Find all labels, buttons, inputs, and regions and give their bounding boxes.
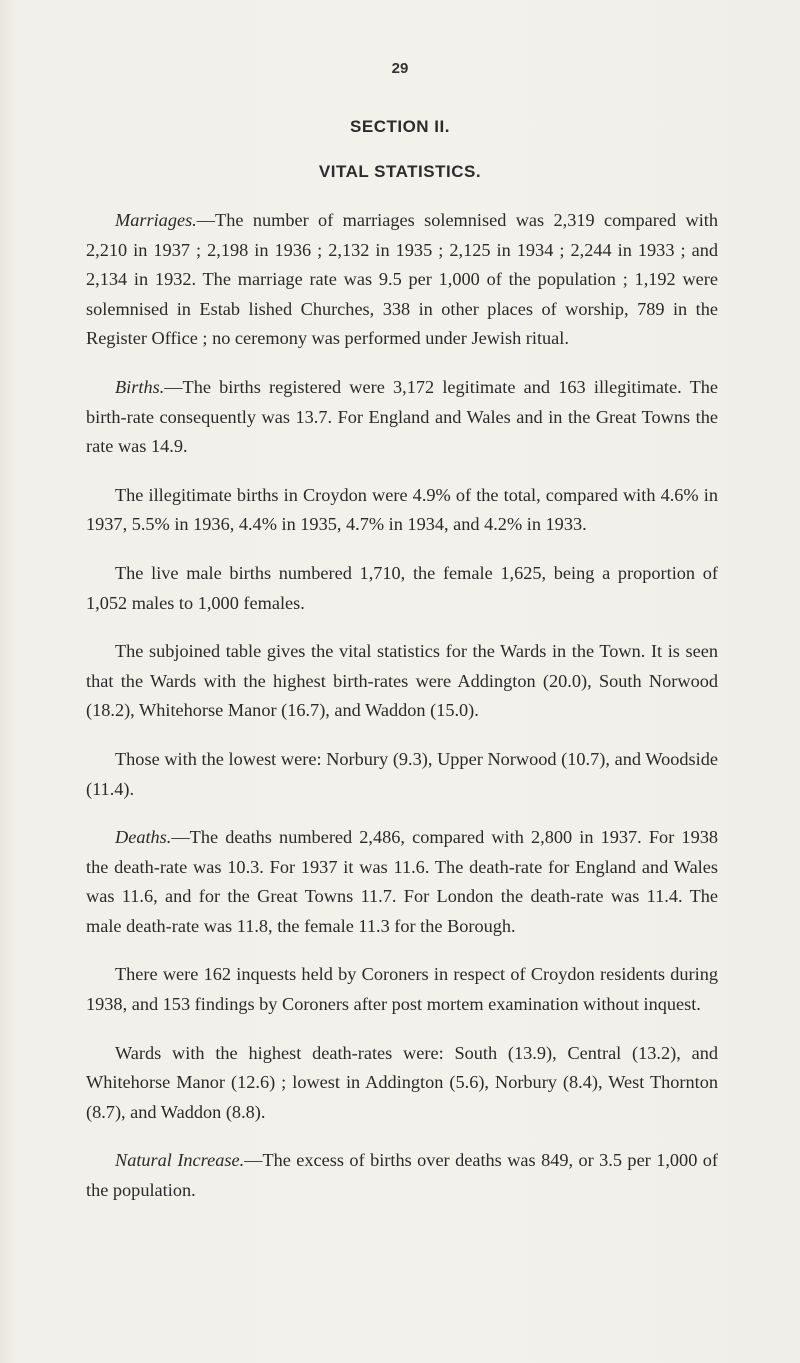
paragraph-heading: Births. bbox=[115, 376, 165, 397]
page-number: 29 bbox=[391, 60, 409, 77]
paragraph-live-births bbox=[86, 559, 718, 618]
paragraph-text: The live male births numbered 1,710, the female 1,625, being a proportion of 1,052 males to 1,000 females. bbox=[86, 562, 718, 613]
paragraph-deaths bbox=[86, 823, 718, 941]
paragraph-heading: Natural Increase. bbox=[115, 1150, 245, 1171]
paragraph-text: The subjoined table gives the vital statistics for the Wards in the Town. It is seen that the Wards with the highest birth-rates were Addington (20.0), South Norwood (18.2), Whitehorse Manor (16.7), and Waddon (15.0). bbox=[86, 641, 718, 721]
body-text bbox=[86, 206, 718, 1206]
paragraph-illegitimate-births bbox=[86, 481, 718, 540]
section-title: SECTION II. bbox=[350, 117, 450, 136]
paragraph-lowest-birth-rates bbox=[86, 745, 718, 804]
paragraph-heading: Deaths. bbox=[115, 827, 172, 848]
paragraph-inquests bbox=[86, 960, 718, 1019]
paragraph-text: —The number of marriages solemnised was 2,319 compared with 2,210 in 1937 ; 2,198 in 1936 ; 2,132 in 1935 ; 2,125 in 1934 ; 2,244 in 1933 ; and 2,134 in 1932. The marriage rate was 9.5 per 1,000 of the population ; 1,192 were solemnised in Estab lished Churches, 338 in other places of worship, 789 in the Register Office ; no ceremony was performed under Jewish ritual. bbox=[86, 210, 718, 349]
paragraph-text: —The excess of births over deaths was 849, or 3.5 per 1,000 of the population. bbox=[86, 1150, 718, 1201]
paragraph-natural-increase bbox=[86, 1146, 718, 1205]
paragraph-births bbox=[86, 373, 718, 462]
paragraph-text: —The births registered were 3,172 legitimate and 163 illegitimate. The birth-rate consequently was 13.7. For England and Wales and in the Great Towns the rate was 14.9. bbox=[86, 376, 718, 457]
paragraph-ward-birth-rates bbox=[86, 637, 718, 726]
paragraph-text: The illegitimate births in Croydon were 4.9% of the total, compared with 4.6% in 1937, 5.5% in 1936, 4.4% in 1935, 4.7% in 1934, and 4.2% in 1933. bbox=[86, 484, 718, 535]
paragraph-text: Wards with the highest death-rates were: South (13.9), Central (13.2), and Whitehorse Manor (12.6) ; lowest in Addington (5.6), Norbury (8.4), West Thornton (8.7), and Waddon (8.8). bbox=[86, 1042, 718, 1122]
paragraph-text: Those with the lowest were: Norbury (9.3), Upper Norwood (10.7), and Woodside (11.4). bbox=[86, 748, 718, 799]
paragraph-ward-death-rates bbox=[86, 1039, 718, 1128]
paragraph-heading: Marriages. bbox=[115, 210, 197, 230]
paragraph-text: There were 162 inquests held by Coroners in respect of Croydon residents during 1938, and 153 findings by Coroners after post mortem examination without inquest. bbox=[86, 964, 718, 1015]
paragraph-marriages bbox=[86, 206, 718, 354]
page-title: VITAL STATISTICS. bbox=[318, 162, 482, 181]
paragraph-text: —The deaths numbered 2,486, compared with 2,800 in 1937. For 1938 the death-rate was 10.3. For 1937 it was 11.6. The death-rate for England and Wales was 11.6, and for the Great Towns 11.7. For London the death-rate was 11.4. The male death-rate was 11.8, the female 11.3 for the Borough. bbox=[86, 827, 718, 936]
